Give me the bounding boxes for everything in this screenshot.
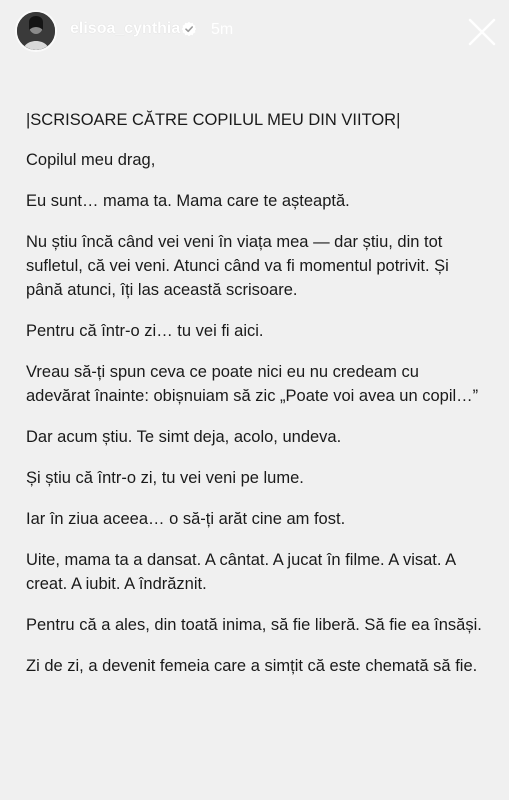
letter-paragraph: Copilul meu drag, bbox=[26, 151, 156, 169]
letter-paragraph: Pentru că într-o zi… tu vei fi aici. bbox=[26, 322, 264, 340]
letter-body bbox=[26, 108, 486, 695]
letter-paragraph: Pentru că a ales, din toată inima, să fie liberă. Să fie ea însăși. bbox=[26, 616, 482, 634]
letter-paragraph: Nu știu încă când vei veni în viața mea — dar știu, din tot sufletul, că vei veni. Atunci când va fi momentul potrivit. Și până atunci, îți las această scrisoare. bbox=[26, 233, 449, 299]
avatar[interactable] bbox=[15, 10, 57, 52]
username[interactable]: elisoa_cynthia bbox=[70, 20, 181, 37]
letter-paragraph: Vreau să-ți spun ceva ce poate nici eu nu credeam cu adevărat înainte: obișnuiam să zic „Poate voi avea un copil…” bbox=[26, 363, 479, 405]
letter-paragraph: Iar în ziua aceea… o să-ți arăt cine am fost. bbox=[26, 510, 346, 528]
letter-title: |SCRISOARE CĂTRE COPILUL MEU DIN VIITOR| bbox=[26, 111, 401, 129]
story-timestamp: 5m bbox=[211, 21, 234, 38]
close-icon bbox=[464, 14, 500, 50]
letter-paragraph: Eu sunt… mama ta. Mama care te așteaptă. bbox=[26, 192, 350, 210]
verified-badge-icon bbox=[181, 21, 197, 37]
letter-paragraph: Dar acum știu. Te simt deja, acolo, undeva. bbox=[26, 428, 342, 446]
letter-paragraph: Zi de zi, a devenit femeia care a simțit că este chemată să fie. bbox=[26, 657, 478, 675]
close-button[interactable] bbox=[464, 14, 500, 50]
letter-paragraph: Și știu că într-o zi, tu vei veni pe lume. bbox=[26, 469, 304, 487]
story-header bbox=[0, 0, 509, 70]
letter-paragraph: Uite, mama ta a dansat. A cântat. A jucat în filme. A visat. A creat. A iubit. A îndrăznit. bbox=[26, 551, 456, 593]
